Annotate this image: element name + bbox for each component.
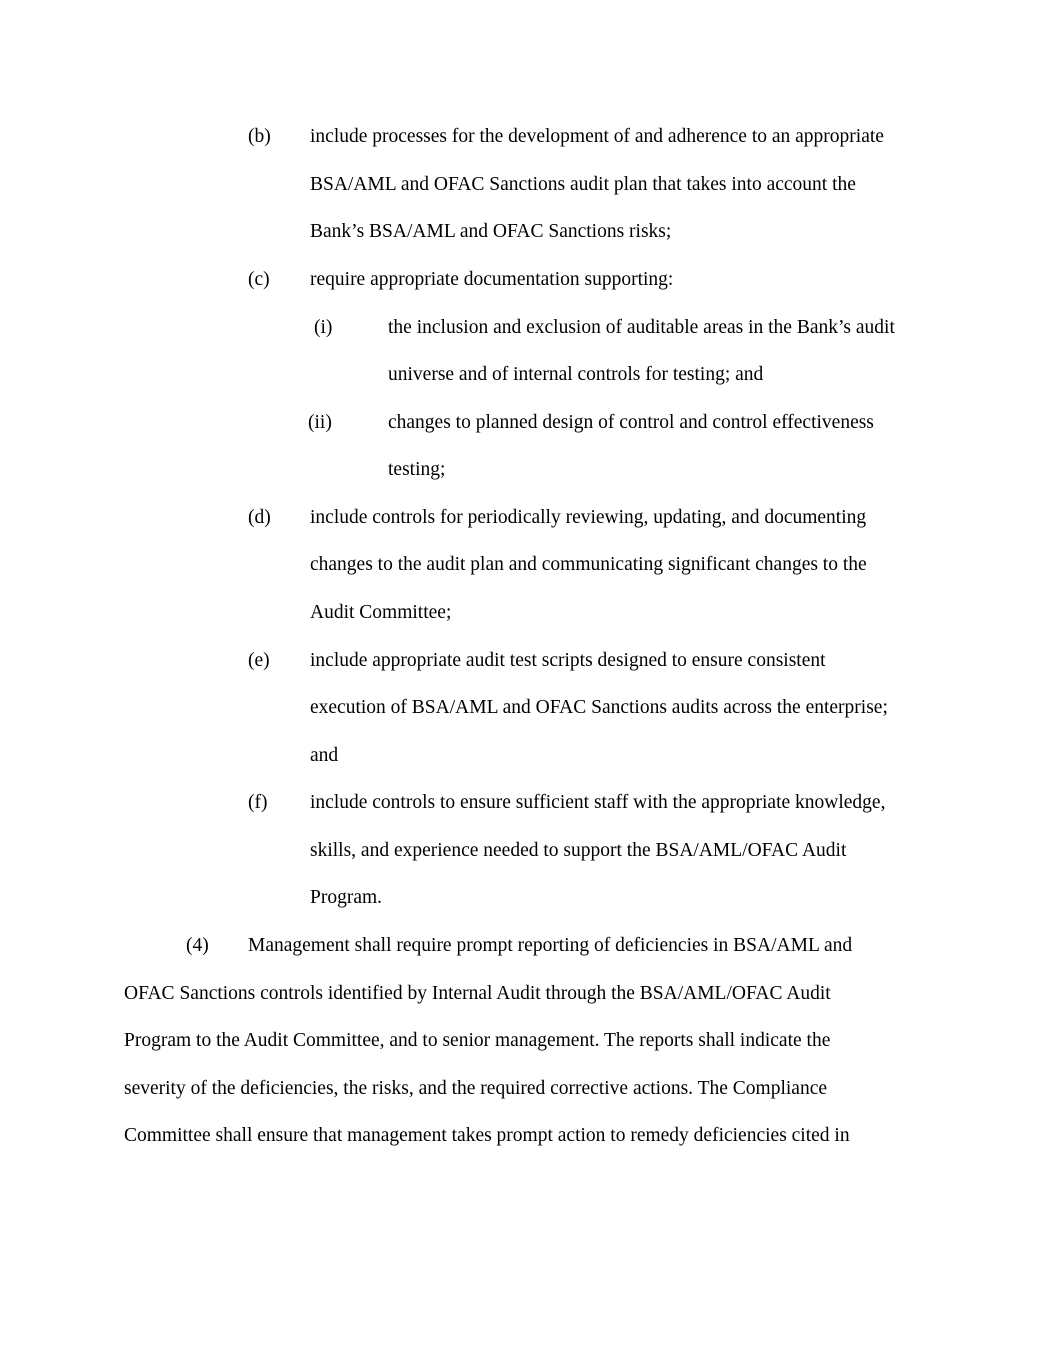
- paragraph-4-line-5: Committee shall ensure that management takes prompt action to remedy deficiencies cited in: [124, 1125, 850, 1146]
- item-d-line-3: Audit Committee;: [310, 602, 452, 623]
- subitem-i-line-2: universe and of internal controls for testing; and: [388, 364, 764, 385]
- subitem-i-line-1: the inclusion and exclusion of auditable areas in the Bank’s audit: [388, 317, 895, 338]
- subitem-ii-line-1: changes to planned design of control and control effectiveness: [388, 412, 874, 433]
- item-e-line-1: include appropriate audit test scripts designed to ensure consistent: [310, 650, 826, 671]
- paragraph-4-line-3: Program to the Audit Committee, and to senior management. The reports shall indicate the: [124, 1030, 831, 1051]
- item-c-label: (c): [248, 269, 270, 290]
- subitem-i-label: (i): [314, 317, 333, 338]
- item-e-line-2: execution of BSA/AML and OFAC Sanctions audits across the enterprise;: [310, 697, 888, 718]
- paragraph-4-line-4: severity of the deficiencies, the risks, and the required corrective actions. The Compliance: [124, 1078, 827, 1099]
- item-e-label: (e): [248, 650, 270, 671]
- paragraph-4-line-1: Management shall require prompt reporting of deficiencies in BSA/AML and: [248, 935, 853, 956]
- paragraph-4-line-2: OFAC Sanctions controls identified by Internal Audit through the BSA/AML/OFAC Audit: [124, 983, 831, 1004]
- item-f-label: (f): [248, 792, 268, 813]
- item-d-line-1: include controls for periodically reviewing, updating, and documenting: [310, 507, 867, 528]
- subitem-ii-label: (ii): [308, 412, 332, 433]
- item-d-label: (d): [248, 507, 271, 528]
- item-d-line-2: changes to the audit plan and communicating significant changes to the: [310, 554, 867, 575]
- item-c-line-1: require appropriate documentation supporting:: [310, 269, 674, 290]
- item-b-line-3: Bank’s BSA/AML and OFAC Sanctions risks;: [310, 221, 672, 242]
- item-b-line-2: BSA/AML and OFAC Sanctions audit plan that takes into account the: [310, 174, 856, 195]
- item-f-line-2: skills, and experience needed to support the BSA/AML/OFAC Audit: [310, 840, 847, 861]
- paragraph-4-label: (4): [186, 935, 209, 956]
- item-f-line-1: include controls to ensure sufficient staff with the appropriate knowledge,: [310, 792, 886, 813]
- item-e-line-3: and: [310, 745, 339, 766]
- item-b-label: (b): [248, 126, 271, 147]
- item-b-line-1: include processes for the development of and adherence to an appropriate: [310, 126, 884, 147]
- subitem-ii-line-2: testing;: [388, 459, 446, 480]
- item-f-line-3: Program.: [310, 887, 383, 908]
